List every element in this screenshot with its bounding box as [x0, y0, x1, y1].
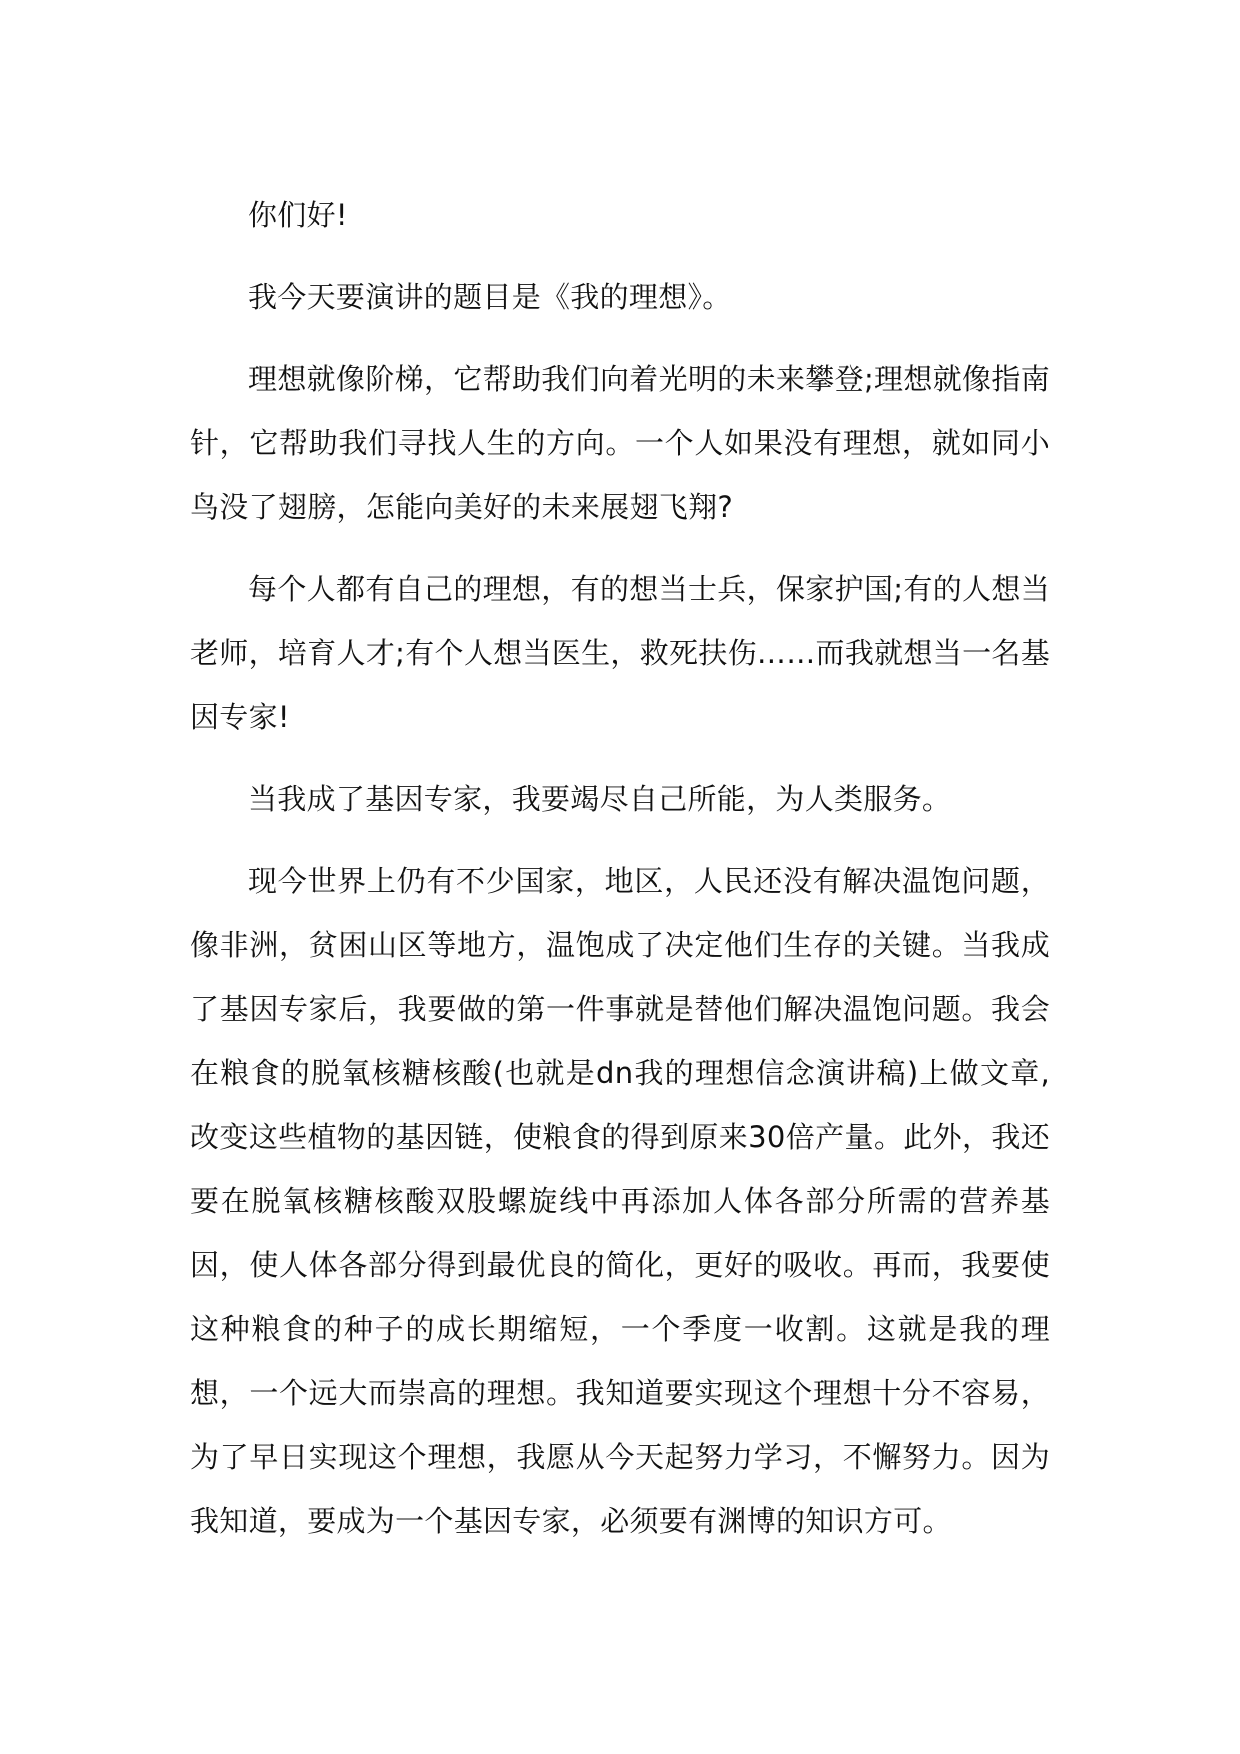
paragraph-serve-humanity: 当我成了基因专家，我要竭尽自己所能，为人类服务。	[248, 782, 952, 816]
document-body	[190, 183, 1050, 1553]
paragraph-gene-expert-plan: 现今世界上仍有不少国家，地区，人民还没有解决温饱问题，像非洲，贫困山区等地方，温饱成了决定他们生存的关键。当我成了基因专家后，我要做的第一件事就是替他们解决温饱问题。我会在粮食的脱氧核糖核酸(也就是dn我的理想信念演讲稿)上做文章,改变这些植物的基因链，使粮食的得到原来30倍产量。此外，我还要在脱氧核糖核酸双股螺旋线中再添加人体各部分所需的营养基因，使人体各部分得到最优良的简化，更好的吸收。再而，我要使这种粮食的种子的成长期缩短，一个季度一收割。这就是我的理想，一个远大而崇高的理想。我知道要实现这个理想十分不容易，为了早日实现这个理想，我愿从今天起努力学习，不懈努力。因为我知道，要成为一个基因专家，必须要有渊博的知识方可。	[190, 864, 1050, 1538]
paragraph-everyone-ideal: 每个人都有自己的理想，有的想当士兵，保家护国;有的人想当老师，培育人才;有个人想当医生，救死扶伤……而我就想当一名基因专家!	[190, 572, 1050, 734]
paragraph-topic: 我今天要演讲的题目是《我的理想》。	[248, 280, 732, 314]
paragraph-ideal-metaphor: 理想就像阶梯，它帮助我们向着光明的未来攀登;理想就像指南针，它帮助我们寻找人生的方向。一个人如果没有理想，就如同小鸟没了翅膀，怎能向美好的未来展翅飞翔?	[190, 362, 1050, 524]
paragraph-greeting: 你们好!	[248, 198, 348, 232]
